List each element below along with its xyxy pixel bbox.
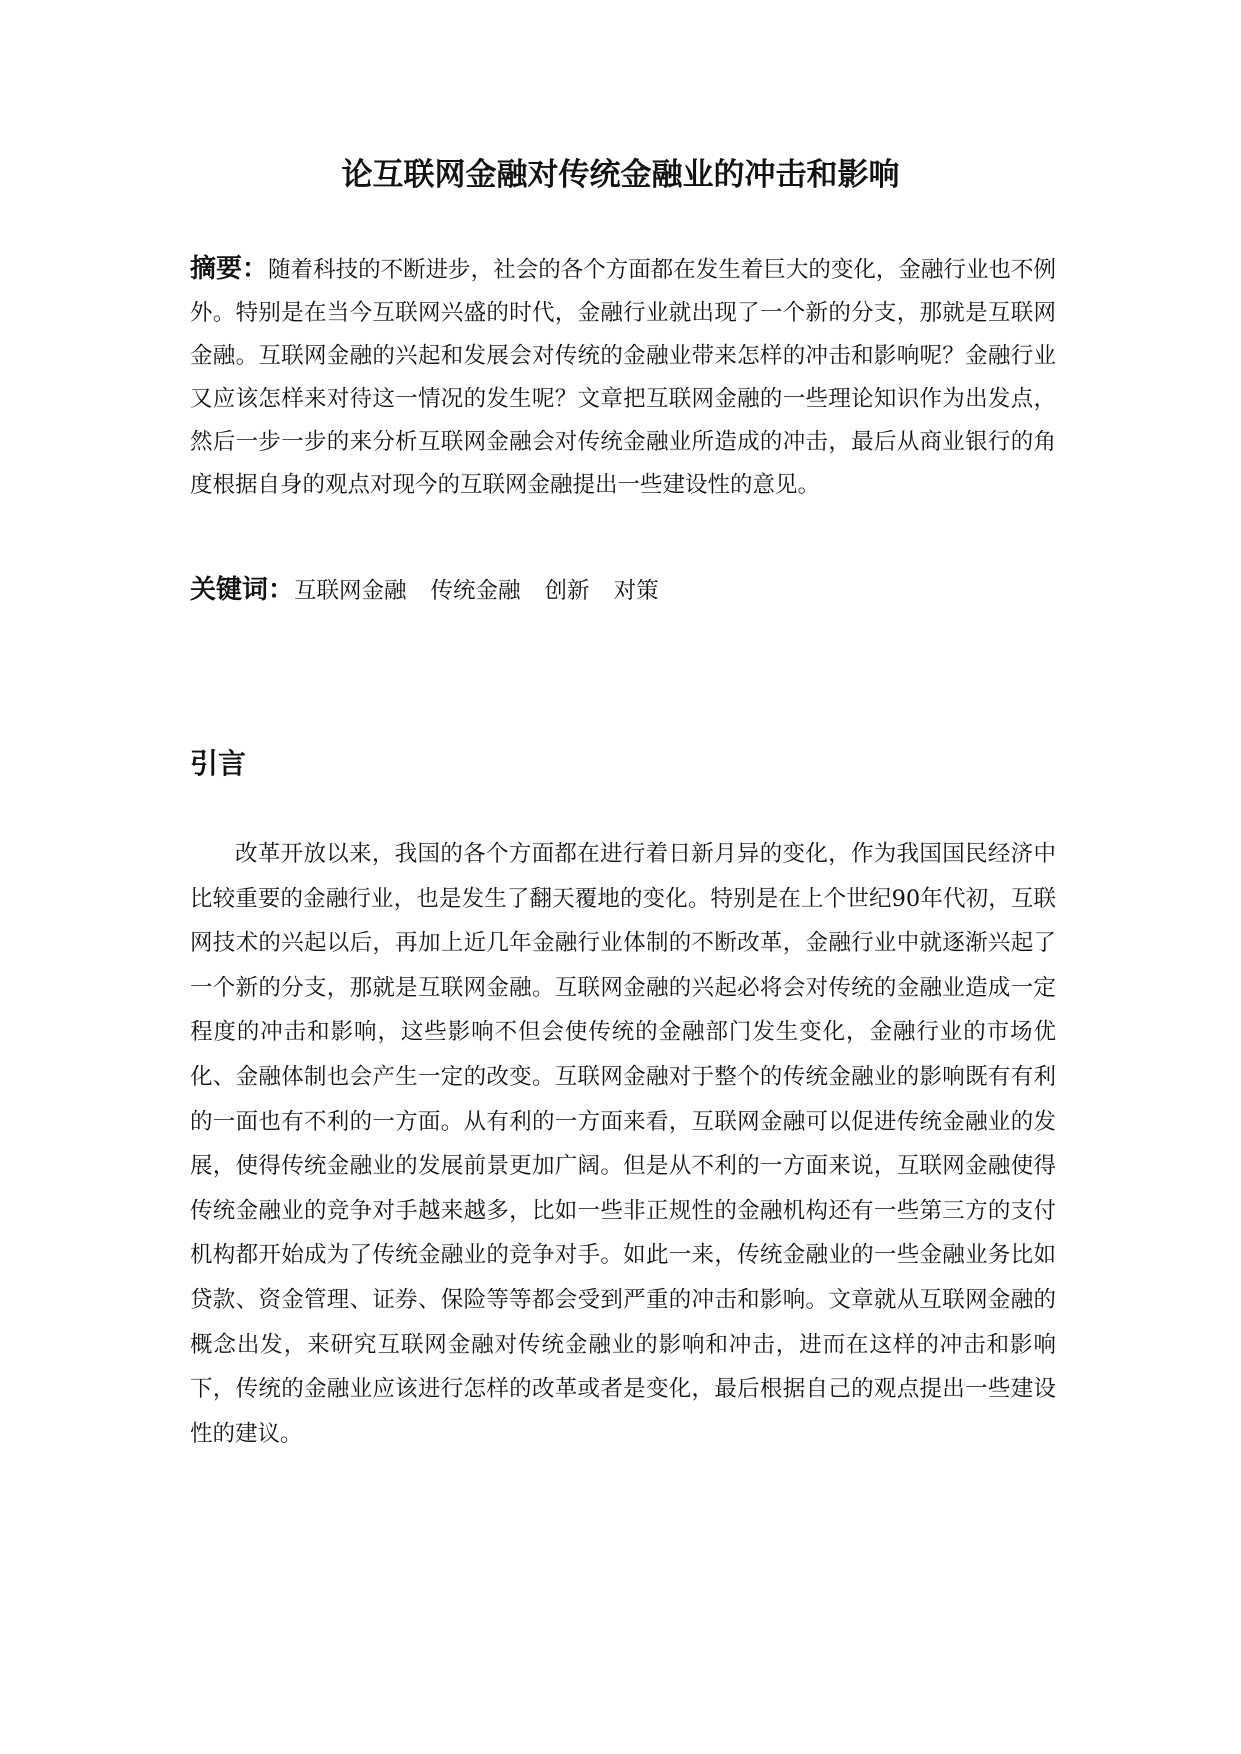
keyword-4: 对策 bbox=[613, 578, 659, 604]
introduction-paragraph: 改革开放以来，我国的各个方面都在进行着日新月异的变化，作为我国国民经济中比较重要的金融行业，也是发生了翻天覆地的变化。特别是在上个世纪90年代初，互联网技术的兴起以后，再加上近几年金融行业体制的不断改革，金融行业中就逐渐兴起了一个新的分支，那就是互联网金融。互联网金融的兴起必将会对传统的金融业造成一定程度的冲击和影响，这些影响不但会使传统的金融部门发生变化，金融行业的市场优化、金融体制也会产生一定的改变。互联网金融对于整个的传统金融业的影响既有有利的一面也有不利的一方面。从有利的一方面来看，互联网金融可以促进传统金融业的发展，使得传统金融业的发展前景更加广阔。但是从不利的一方面来说，互联网金融使得传统金融业的竞争对手越来越多，比如一些非正规性的金融机构还有一些第三方的支付机构都开始成为了传统金融业的竞争对手。如此一来，传统金融业的一些金融业务比如贷款、资金管理、证券、保险等等都会受到严重的冲击和影响。文章就从互联网金融的概念出发，来研究互联网金融对传统金融业的影响和冲击，进而在这样的冲击和影响下，传统的金融业应该进行怎样的改革或者是变化，最后根据自己的观点提出一些建设性的建议。 bbox=[190, 841, 1056, 1447]
section-heading-introduction: 引言 bbox=[190, 747, 247, 780]
paper-title: 论互联网金融对传统金融业的冲击和影响 bbox=[341, 157, 900, 193]
keywords-label: 关键词： bbox=[190, 575, 295, 605]
abstract-label: 摘要： bbox=[190, 254, 269, 284]
keyword-2: 传统金融 bbox=[430, 578, 521, 604]
abstract-text: 随着科技的不断进步，社会的各个方面都在发生着巨大的变化，金融行业也不例外。特别是在当今互联网兴盛的时代，金融行业就出现了一个新的分支，那就是互联网金融。互联网金融的兴起和发展会对传统的金融业带来怎样的冲击和影响呢？金融行业又应该怎样来对待这一情况的发生呢？文章把互联网金融的一些理论知识作为出发点，然后一步一步的来分析互联网金融会对传统金融业所造成的冲击，最后从商业银行的角度根据自身的观点对现今的互联网金融提出一些建设性的意见。 bbox=[190, 257, 1056, 498]
abstract-paragraph bbox=[190, 248, 1056, 507]
keywords-line bbox=[190, 568, 1056, 613]
keyword-1: 互联网金融 bbox=[294, 578, 407, 604]
keyword-3: 创新 bbox=[544, 578, 590, 604]
